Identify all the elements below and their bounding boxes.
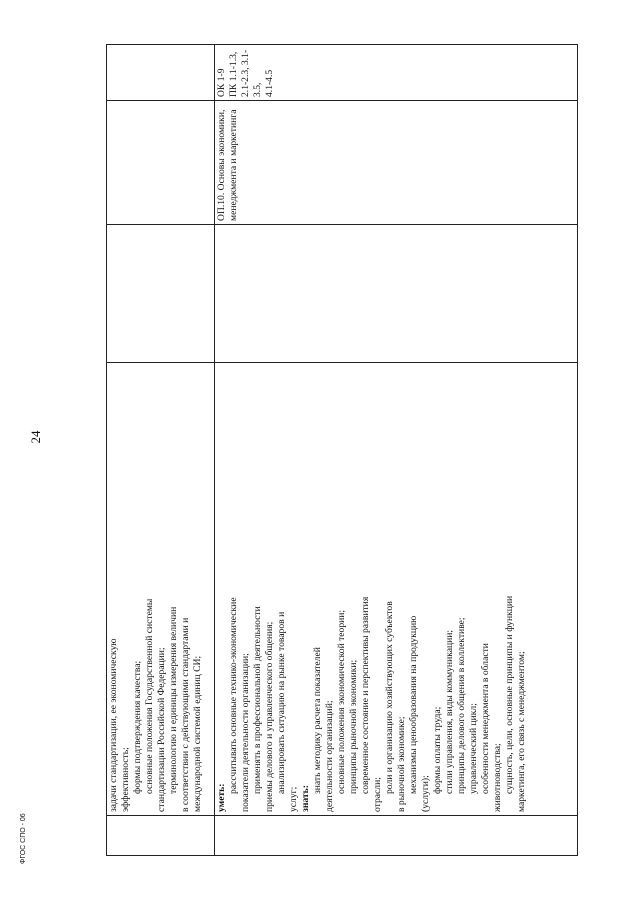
discipline-cell [107,101,215,225]
competencies-cell [215,45,578,101]
hours-cell [215,225,578,363]
content-line: международной системой единиц СИ; [192,655,203,812]
discipline-cell [215,101,578,225]
content-line: отрасли; [372,777,383,812]
content-line: роли и организацию хозяйствующих субъектов [384,601,395,794]
content-line: стили управления, виды коммуникации; [444,629,455,794]
content-text [216,366,528,812]
content-line: услуг; [288,786,299,812]
discipline-text: ОП.10. Основы экономики, менеджмента и маркетинга [216,109,239,221]
content-line: знать: [300,785,311,812]
content-cell [107,363,215,816]
content-line: основные положения Государственной системы [144,598,155,794]
content-line: анализировать ситуацию на рынке товаров и [276,611,287,794]
content-line: особенности менеджмента в области [480,643,491,794]
content-line: приемы делового и управленческого общения; [264,621,275,812]
rotated-table-container [106,44,578,856]
content-cell [215,363,578,816]
content-line: стандартизации Российской Федерации; [156,647,167,812]
competencies-text: ОК 1-9 ПК 1.1-1.3, 2.1-2.3, 3.1-3.5, 4.1-4.5 [216,49,275,97]
index-cell [107,816,215,856]
content-line: современное состояние и перспективы развития [360,596,371,794]
content-line: терминологию и единицы измерения величин [168,606,179,794]
content-line: принципы делового общения в коллективе; [456,617,467,794]
competencies-cell [107,45,215,101]
content-line: деятельности организаций; [324,700,335,812]
content-line: знать методику расчета показателей [312,647,323,794]
table-row [107,45,215,856]
page-number: 24 [28,430,43,444]
content-line: эффективность; [120,747,131,812]
content-text [108,366,204,812]
content-line: основные положения экономической теории; [336,609,347,794]
content-line: уметь: [216,783,227,812]
content-line: задачи стандартизации, ее экономическую [108,638,119,812]
content-line: управленческий цикл; [468,703,479,794]
content-line: животноводства; [492,743,503,812]
content-line: формы подтверждения качества; [132,660,143,794]
hours-cell [107,225,215,363]
content-line: маркетинга, его связь с менеджментом; [516,651,527,812]
content-line: показатели деятельности организации; [240,653,251,812]
content-line: механизмы ценообразования на продукцию [408,615,419,794]
content-line: сущность, цели, основные принципы и функции [504,595,515,794]
content-line: в рыночной экономике; [396,716,407,812]
curriculum-table [106,44,578,856]
content-line: принципы рыночной экономики; [348,659,359,794]
content-line: формы оплаты труда; [432,706,443,794]
content-line: применять в профессиональной деятельности [252,606,263,794]
document-footer: ФГОС СПО - 06 [20,813,27,864]
content-line: (услуги); [420,775,431,812]
content-line: в соответствии с действующими стандартами и [180,617,191,812]
table-row [215,45,578,856]
content-line: рассчитывать основные технико-экономические [228,597,239,794]
index-cell [215,816,578,856]
